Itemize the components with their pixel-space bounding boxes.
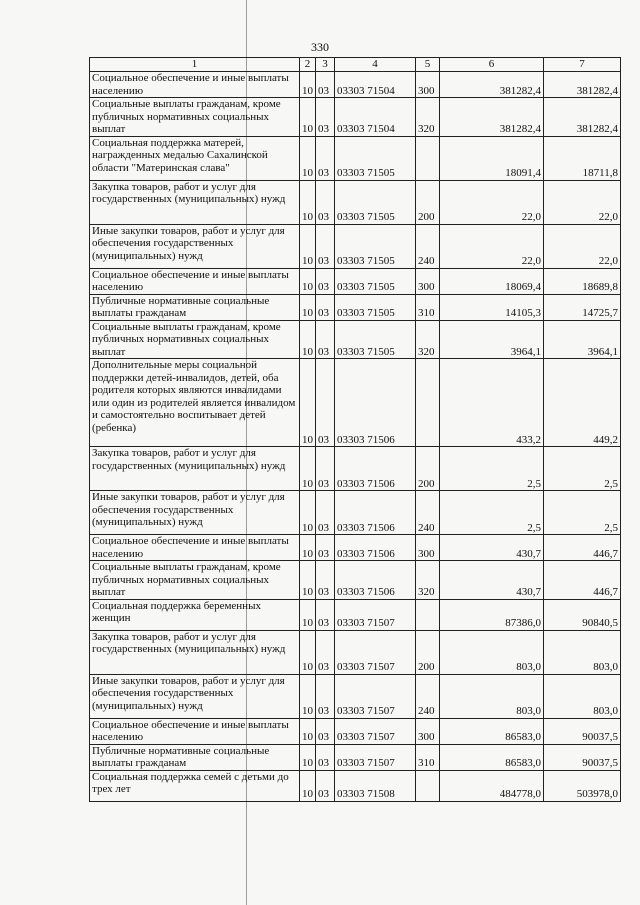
row-amount-1: 86583,0 bbox=[440, 744, 544, 770]
row-subsection: 03 bbox=[316, 770, 335, 801]
row-target-article: 03303 71504 bbox=[335, 72, 416, 98]
row-target-article: 03303 71506 bbox=[335, 535, 416, 561]
row-subsection: 03 bbox=[316, 491, 335, 535]
row-amount-2: 2,5 bbox=[544, 491, 621, 535]
row-name: Дополнительные меры социальной поддержки детей-инвалидов, детей, оба родителя которых являются инвалидами или один из родителей является инвалидом и самостоятельно воспитывает детей (ребенка) bbox=[90, 359, 300, 447]
table-row bbox=[90, 718, 621, 744]
row-expense-type: 300 bbox=[416, 72, 440, 98]
row-name: Иные закупки товаров, работ и услуг для обеспечения государственных (муниципальных) нужд bbox=[90, 491, 300, 535]
row-target-article: 03303 71506 bbox=[335, 359, 416, 447]
header-col-2: 2 bbox=[300, 58, 316, 72]
row-amount-2: 90840,5 bbox=[544, 599, 621, 630]
row-amount-1: 86583,0 bbox=[440, 718, 544, 744]
row-amount-2: 449,2 bbox=[544, 359, 621, 447]
page-number: 330 bbox=[311, 40, 329, 54]
row-amount-1: 381282,4 bbox=[440, 98, 544, 137]
row-name: Социальные выплаты гражданам, кроме публичных нормативных социальных выплат bbox=[90, 98, 300, 137]
budget-table bbox=[89, 57, 621, 802]
table-row bbox=[90, 447, 621, 491]
header-col-5: 5 bbox=[416, 58, 440, 72]
row-amount-2: 90037,5 bbox=[544, 744, 621, 770]
row-section: 10 bbox=[300, 294, 316, 320]
row-name: Закупка товаров, работ и услуг для государственных (муниципальных) нужд bbox=[90, 630, 300, 674]
row-subsection: 03 bbox=[316, 268, 335, 294]
row-expense-type: 310 bbox=[416, 294, 440, 320]
row-amount-2: 503978,0 bbox=[544, 770, 621, 801]
row-section: 10 bbox=[300, 359, 316, 447]
row-amount-1: 803,0 bbox=[440, 674, 544, 718]
row-amount-1: 484778,0 bbox=[440, 770, 544, 801]
row-expense-type: 320 bbox=[416, 320, 440, 359]
header-col-4: 4 bbox=[335, 58, 416, 72]
row-amount-2: 18711,8 bbox=[544, 136, 621, 180]
row-target-article: 03303 71507 bbox=[335, 744, 416, 770]
row-section: 10 bbox=[300, 599, 316, 630]
row-amount-1: 803,0 bbox=[440, 630, 544, 674]
row-section: 10 bbox=[300, 561, 316, 600]
row-amount-2: 446,7 bbox=[544, 561, 621, 600]
row-subsection: 03 bbox=[316, 359, 335, 447]
row-section: 10 bbox=[300, 770, 316, 801]
row-amount-2: 381282,4 bbox=[544, 98, 621, 137]
row-expense-type bbox=[416, 136, 440, 180]
row-name: Социальные выплаты гражданам, кроме публичных нормативных социальных выплат bbox=[90, 320, 300, 359]
row-target-article: 03303 71506 bbox=[335, 491, 416, 535]
row-expense-type bbox=[416, 359, 440, 447]
row-amount-1: 433,2 bbox=[440, 359, 544, 447]
row-name: Социальное обеспечение и иные выплаты населению bbox=[90, 268, 300, 294]
row-name: Социальная поддержка семей с детьми до трех лет bbox=[90, 770, 300, 801]
row-section: 10 bbox=[300, 491, 316, 535]
row-subsection: 03 bbox=[316, 180, 335, 224]
row-amount-2: 381282,4 bbox=[544, 72, 621, 98]
row-name: Социальная поддержка беременных женщин bbox=[90, 599, 300, 630]
row-expense-type bbox=[416, 770, 440, 801]
row-amount-1: 22,0 bbox=[440, 180, 544, 224]
row-section: 10 bbox=[300, 718, 316, 744]
table-row bbox=[90, 491, 621, 535]
table-row bbox=[90, 136, 621, 180]
row-target-article: 03303 71507 bbox=[335, 718, 416, 744]
row-target-article: 03303 71504 bbox=[335, 98, 416, 137]
row-target-article: 03303 71505 bbox=[335, 224, 416, 268]
table-row bbox=[90, 180, 621, 224]
table-row bbox=[90, 98, 621, 137]
row-subsection: 03 bbox=[316, 447, 335, 491]
row-section: 10 bbox=[300, 72, 316, 98]
row-section: 10 bbox=[300, 674, 316, 718]
row-amount-1: 381282,4 bbox=[440, 72, 544, 98]
header-col-3: 3 bbox=[316, 58, 335, 72]
row-amount-1: 22,0 bbox=[440, 224, 544, 268]
row-amount-2: 803,0 bbox=[544, 674, 621, 718]
header-col-1: 1 bbox=[90, 58, 300, 72]
row-section: 10 bbox=[300, 744, 316, 770]
row-subsection: 03 bbox=[316, 136, 335, 180]
table-row bbox=[90, 359, 621, 447]
row-amount-1: 14105,3 bbox=[440, 294, 544, 320]
row-name: Публичные нормативные социальные выплаты гражданам bbox=[90, 294, 300, 320]
row-target-article: 03303 71507 bbox=[335, 674, 416, 718]
row-expense-type: 200 bbox=[416, 447, 440, 491]
row-target-article: 03303 71505 bbox=[335, 136, 416, 180]
row-target-article: 03303 71505 bbox=[335, 320, 416, 359]
table-row bbox=[90, 320, 621, 359]
row-name: Иные закупки товаров, работ и услуг для обеспечения государственных (муниципальных) нужд bbox=[90, 224, 300, 268]
row-name: Социальные выплаты гражданам, кроме публичных нормативных социальных выплат bbox=[90, 561, 300, 600]
row-target-article: 03303 71507 bbox=[335, 630, 416, 674]
table-row bbox=[90, 535, 621, 561]
row-section: 10 bbox=[300, 268, 316, 294]
row-subsection: 03 bbox=[316, 535, 335, 561]
row-expense-type: 300 bbox=[416, 718, 440, 744]
row-amount-2: 18689,8 bbox=[544, 268, 621, 294]
table-row bbox=[90, 224, 621, 268]
row-subsection: 03 bbox=[316, 744, 335, 770]
row-expense-type: 200 bbox=[416, 630, 440, 674]
row-section: 10 bbox=[300, 98, 316, 137]
row-subsection: 03 bbox=[316, 72, 335, 98]
row-target-article: 03303 71506 bbox=[335, 447, 416, 491]
row-subsection: 03 bbox=[316, 561, 335, 600]
row-amount-1: 430,7 bbox=[440, 535, 544, 561]
row-amount-2: 446,7 bbox=[544, 535, 621, 561]
row-section: 10 bbox=[300, 136, 316, 180]
row-amount-1: 18069,4 bbox=[440, 268, 544, 294]
header-col-7: 7 bbox=[544, 58, 621, 72]
row-amount-2: 2,5 bbox=[544, 447, 621, 491]
row-amount-2: 14725,7 bbox=[544, 294, 621, 320]
row-amount-1: 87386,0 bbox=[440, 599, 544, 630]
row-expense-type: 310 bbox=[416, 744, 440, 770]
table-row bbox=[90, 561, 621, 600]
row-subsection: 03 bbox=[316, 599, 335, 630]
row-target-article: 03303 71507 bbox=[335, 599, 416, 630]
row-amount-1: 18091,4 bbox=[440, 136, 544, 180]
row-expense-type: 300 bbox=[416, 268, 440, 294]
row-target-article: 03303 71505 bbox=[335, 180, 416, 224]
row-name: Иные закупки товаров, работ и услуг для обеспечения государственных (муниципальных) нужд bbox=[90, 674, 300, 718]
row-name: Закупка товаров, работ и услуг для государственных (муниципальных) нужд bbox=[90, 180, 300, 224]
row-target-article: 03303 71505 bbox=[335, 268, 416, 294]
row-name: Социальное обеспечение и иные выплаты населению bbox=[90, 718, 300, 744]
row-amount-2: 22,0 bbox=[544, 180, 621, 224]
row-section: 10 bbox=[300, 224, 316, 268]
row-name: Социальная поддержка матерей, награжденных медалью Сахалинской области "Материнская слава" bbox=[90, 136, 300, 180]
header-col-6: 6 bbox=[440, 58, 544, 72]
row-expense-type: 320 bbox=[416, 561, 440, 600]
row-expense-type bbox=[416, 599, 440, 630]
row-amount-2: 3964,1 bbox=[544, 320, 621, 359]
row-expense-type: 240 bbox=[416, 491, 440, 535]
row-name: Социальное обеспечение и иные выплаты населению bbox=[90, 535, 300, 561]
row-subsection: 03 bbox=[316, 320, 335, 359]
row-subsection: 03 bbox=[316, 718, 335, 744]
table-row bbox=[90, 72, 621, 98]
row-target-article: 03303 71505 bbox=[335, 294, 416, 320]
row-expense-type: 240 bbox=[416, 674, 440, 718]
row-amount-2: 22,0 bbox=[544, 224, 621, 268]
row-section: 10 bbox=[300, 320, 316, 359]
row-subsection: 03 bbox=[316, 294, 335, 320]
row-amount-2: 803,0 bbox=[544, 630, 621, 674]
row-subsection: 03 bbox=[316, 630, 335, 674]
row-name: Закупка товаров, работ и услуг для государственных (муниципальных) нужд bbox=[90, 447, 300, 491]
row-name: Публичные нормативные социальные выплаты гражданам bbox=[90, 744, 300, 770]
table-row bbox=[90, 630, 621, 674]
table-row bbox=[90, 674, 621, 718]
row-section: 10 bbox=[300, 180, 316, 224]
row-expense-type: 240 bbox=[416, 224, 440, 268]
table-row bbox=[90, 599, 621, 630]
row-section: 10 bbox=[300, 447, 316, 491]
row-amount-1: 2,5 bbox=[440, 491, 544, 535]
table-body bbox=[90, 72, 621, 802]
row-expense-type: 200 bbox=[416, 180, 440, 224]
table-row bbox=[90, 294, 621, 320]
row-name: Социальное обеспечение и иные выплаты населению bbox=[90, 72, 300, 98]
row-section: 10 bbox=[300, 535, 316, 561]
row-expense-type: 320 bbox=[416, 98, 440, 137]
row-expense-type: 300 bbox=[416, 535, 440, 561]
row-subsection: 03 bbox=[316, 98, 335, 137]
row-amount-2: 90037,5 bbox=[544, 718, 621, 744]
row-subsection: 03 bbox=[316, 224, 335, 268]
row-target-article: 03303 71508 bbox=[335, 770, 416, 801]
table-row bbox=[90, 744, 621, 770]
row-amount-1: 3964,1 bbox=[440, 320, 544, 359]
table-row bbox=[90, 770, 621, 801]
row-subsection: 03 bbox=[316, 674, 335, 718]
header-row bbox=[90, 58, 621, 72]
row-amount-1: 430,7 bbox=[440, 561, 544, 600]
row-section: 10 bbox=[300, 630, 316, 674]
row-target-article: 03303 71506 bbox=[335, 561, 416, 600]
row-amount-1: 2,5 bbox=[440, 447, 544, 491]
table-row bbox=[90, 268, 621, 294]
